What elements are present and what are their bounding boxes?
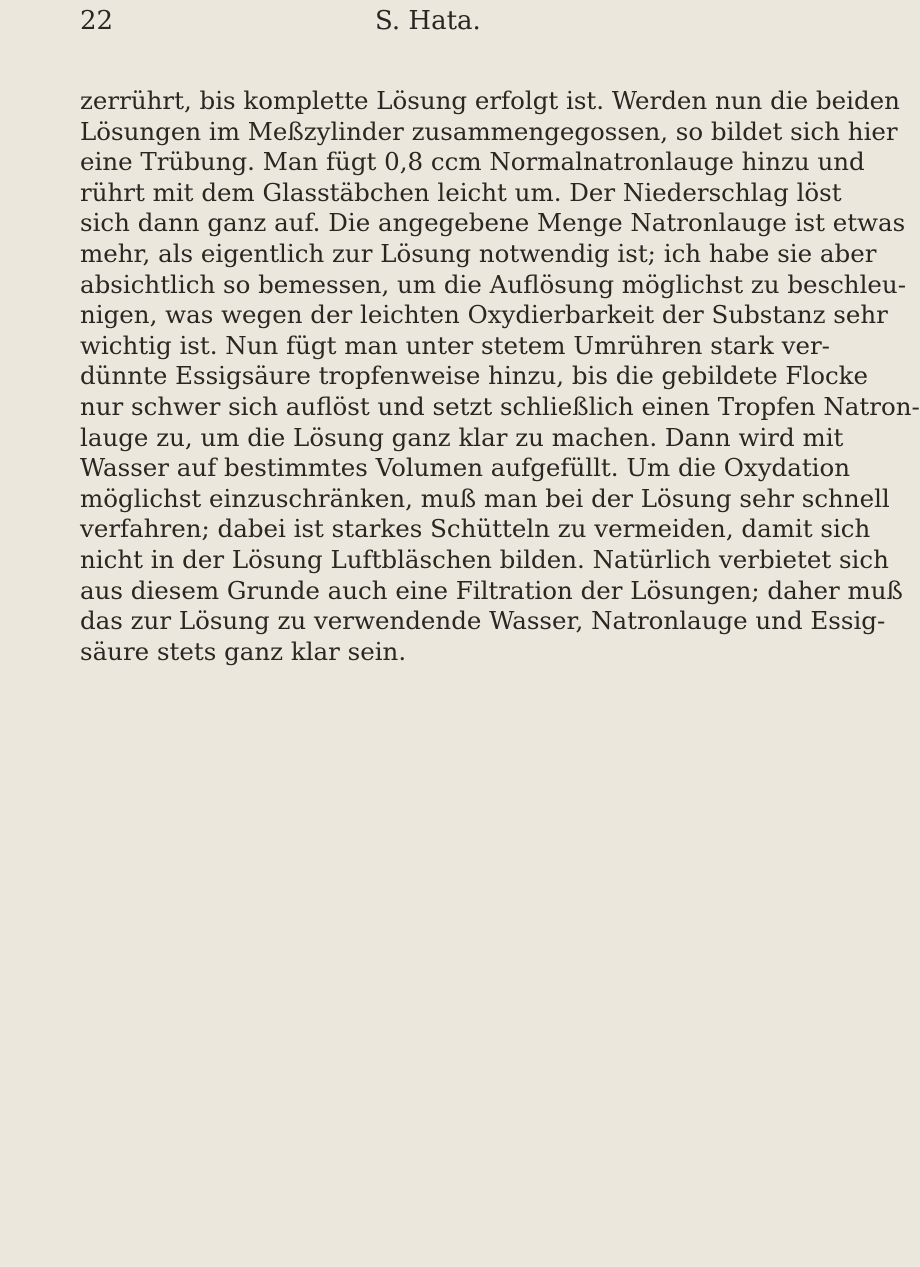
text-line: eine Trübung. Man fügt 0,8 ccm Normalnatronlauge hinzu und xyxy=(80,147,865,177)
text-line: zerrührt, bis komplette Lösung erfolgt ist. Werden nun die beiden xyxy=(80,86,900,115)
text-line: Lösungen im Meßzylinder zusammengegossen, so bildet sich hier xyxy=(80,116,898,146)
text-line: dünnte Essigsäure tropfenweise hinzu, bis die gebildete Flocke xyxy=(80,361,869,391)
page-number: 22 xyxy=(80,6,114,36)
paragraph-1 xyxy=(80,86,920,667)
text-line: rührt mit dem Glasstäbchen leicht um. Der Niederschlag löst xyxy=(80,177,842,207)
text-line: das zur Lösung zu verwendende Wasser, Natronlauge und Essig- xyxy=(80,606,886,636)
text-line: nur schwer sich auflöst und setzt schließlich einen Tropfen Natron- xyxy=(80,391,920,421)
text-line: sich dann ganz auf. Die angegebene Menge Natronlauge ist etwas xyxy=(80,208,906,238)
text-line: möglichst einzuschränken, muß man bei der Lösung sehr schnell xyxy=(80,483,890,513)
text-line: absichtlich so bemessen, um die Auflösung möglichst zu beschleu- xyxy=(80,269,906,299)
page-header xyxy=(80,6,740,42)
text-line: lauge zu, um die Lösung ganz klar zu machen. Dann wird mit xyxy=(80,422,844,452)
text-line: nicht in der Lösung Luftbläschen bilden. Natürlich verbietet sich xyxy=(80,544,889,574)
text-line: säure stets ganz klar sein. xyxy=(80,636,407,666)
running-title: S. Hata. xyxy=(375,6,481,36)
text-line: nigen, was wegen der leichten Oxydierbarkeit der Substanz sehr xyxy=(80,300,888,330)
text-line: wichtig ist. Nun fügt man unter stetem Umrühren stark ver- xyxy=(80,330,830,360)
text-line: mehr, als eigentlich zur Lösung notwendig ist; ich habe sie aber xyxy=(80,238,877,268)
text-line: Wasser auf bestimmtes Volumen aufgefüllt. Um die Oxydation xyxy=(80,453,851,483)
text-line: verfahren; dabei ist starkes Schütteln zu vermeiden, damit sich xyxy=(80,514,871,544)
text-line: aus diesem Grunde auch eine Filtration der Lösungen; daher muß xyxy=(80,575,903,605)
